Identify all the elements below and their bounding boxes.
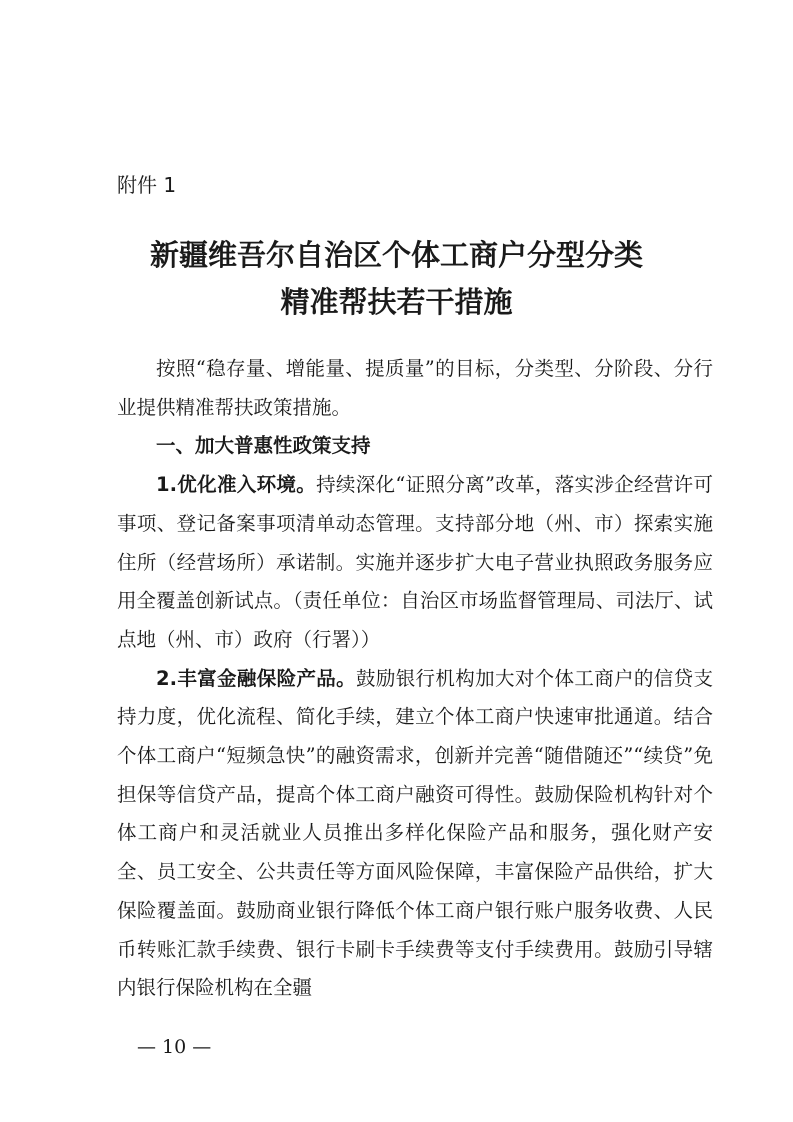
item-paragraph-2 xyxy=(117,660,713,1008)
item-1-text: 持续深化“证照分离”改革，落实涉企经营许可事项、登记备案事项清单动态管理。支持部分地（州、市）探索实施住所（经营场所）承诺制。实施并逐步扩大电子营业执照政务服务应用全覆盖创新试点。（责任单位：自治区市场监督管理局、司法厅、试点地（州、市）政府（行署）） xyxy=(117,473,713,651)
document-body xyxy=(117,350,713,1008)
page-number: — 10 — xyxy=(137,1036,212,1058)
document-title-line-2: 精准帮扶若干措施 xyxy=(280,285,513,319)
intro-paragraph: 按照“稳存量、增能量、提质量”的目标，分类型、分阶段、分行业提供精准帮扶政策措施。 xyxy=(117,357,713,419)
item-1-lead: 1.优化准入环境。 xyxy=(156,473,317,497)
section-heading-1: 一、加大普惠性政策支持 xyxy=(156,434,371,458)
item-2-lead: 2.丰富金融保险产品。 xyxy=(156,666,356,690)
document-title-line-1: 新疆维吾尔自治区个体工商户分型分类 xyxy=(149,238,643,272)
item-paragraph-1 xyxy=(117,466,713,660)
attachment-label: 附件 1 xyxy=(117,173,177,197)
item-2-text: 鼓励银行机构加大对个体工商户的信贷支持力度，优化流程、简化手续，建立个体工商户快速审批通道。结合个体工商户“短频急快”的融资需求，创新并完善“随借随还”“续贷”免担保等信贷产品，提高个体工商户融资可得性。鼓励保险机构针对个体工商户和灵活就业人员推出多样化保险产品和服务，强化财产安全、员工安全、公共责任等方面风险保障，丰富保险产品供给，扩大保险覆盖面。鼓励商业银行降低个体工商户银行账户服务收费、人民币转账汇款手续费、银行卡刷卡手续费等支付手续费用。鼓励引导辖内银行保险机构在全疆 xyxy=(117,666,713,1000)
